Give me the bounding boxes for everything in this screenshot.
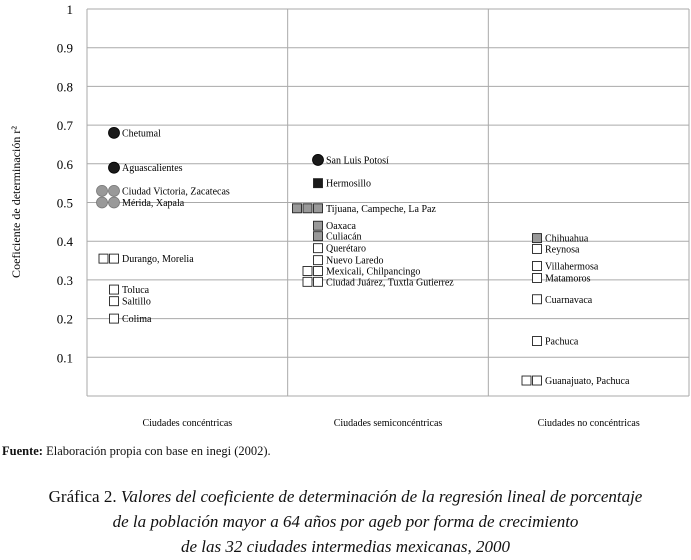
data-point-circle: [109, 162, 120, 173]
data-point-label: Culiacán: [326, 231, 362, 243]
y-tick-label: 0.4: [56, 234, 73, 250]
data-point-square: [533, 273, 542, 282]
data-point-square: [314, 221, 323, 230]
data-point-label: Colima: [122, 314, 152, 326]
data-point-square: [314, 256, 323, 265]
data-point-square: [314, 232, 323, 241]
data-point-square: [314, 179, 323, 188]
source-text: Elaboración propia con base en inegi (2002).: [42, 444, 271, 458]
data-point-label: Matamoros: [545, 273, 591, 285]
data-point-label: Chetumal: [122, 128, 161, 140]
figure-caption: [0, 484, 691, 559]
y-tick-label: 0.5: [56, 195, 73, 211]
data-point-square: [533, 376, 542, 385]
data-point-label: Oaxaca: [326, 221, 356, 233]
data-point-square: [533, 261, 542, 270]
source-note: [2, 444, 271, 459]
data-point-square: [533, 244, 542, 253]
data-point-square: [303, 204, 312, 213]
data-point-label: Mérida, Xapala: [122, 198, 185, 209]
data-point-square: [110, 297, 119, 306]
y-tick-label: 0.7: [56, 118, 73, 134]
caption-line-1: Valores del coeficiente de determinación de la regresión lineal de porcentaje: [120, 487, 643, 506]
data-point-label: San Luis Potosí: [326, 155, 389, 167]
data-point-square: [314, 277, 323, 286]
data-point-label: Reynosa: [545, 244, 580, 256]
x-category-label: Ciudades no concéntricas: [537, 418, 640, 429]
y-tick-label: 0.3: [56, 272, 73, 288]
y-tick-label: 0.9: [56, 40, 73, 56]
data-point-label: Ciudad Juárez, Tuxtla Gutierrez: [326, 277, 454, 289]
data-point-square: [533, 337, 542, 346]
y-tick-label: 0.1: [56, 350, 73, 366]
data-point-label: Guanajuato, Pachuca: [545, 376, 630, 388]
data-point-label: Cuarnavaca: [545, 294, 593, 306]
data-point-square: [522, 376, 531, 385]
data-point-square: [110, 314, 119, 323]
data-point-circle: [97, 197, 108, 208]
data-point-label: Tijuana, Campeche, La Paz: [326, 203, 436, 215]
data-point-square: [303, 277, 312, 286]
y-tick-label: 1: [66, 2, 73, 17]
y-tick-label: 0.6: [56, 156, 73, 172]
data-point-square: [533, 234, 542, 243]
data-point-label: Nuevo Laredo: [326, 255, 384, 267]
data-point-square: [314, 266, 323, 275]
y-tick-label: 0.2: [56, 311, 73, 327]
caption-prefix: Gráfica 2.: [48, 487, 121, 506]
data-point-label: Hermosillo: [326, 178, 371, 190]
data-point-label: Pachuca: [545, 336, 579, 348]
data-point-square: [314, 244, 323, 253]
caption-line-2: de la población mayor a 64 años por ageb por forma de crecimiento: [112, 512, 579, 531]
data-point-label: Saltillo: [122, 296, 151, 308]
data-point-label: Villahermosa: [545, 261, 599, 273]
data-point-circle: [109, 185, 120, 196]
data-point-circle: [109, 127, 120, 138]
data-point-label: Ciudad Victoria, Zacatecas: [122, 186, 230, 198]
y-axis-label: Coeficiente de determinación r²: [9, 126, 23, 278]
data-point-square: [533, 295, 542, 304]
data-point-label: Mexicali, Chilpancingo: [326, 266, 421, 278]
data-point-circle: [109, 197, 120, 208]
data-point-label: Toluca: [122, 285, 150, 297]
data-point-square: [110, 285, 119, 294]
data-point-label: Chihuahua: [545, 233, 589, 245]
data-point-label: Querétaro: [326, 243, 366, 255]
data-point-square: [99, 254, 108, 263]
y-tick-label: 0.8: [56, 79, 73, 95]
x-category-label: Ciudades semiconcéntricas: [333, 418, 443, 429]
data-point-label: Aguascalientes: [122, 163, 183, 175]
data-point-square: [110, 254, 119, 263]
data-point-label: Durango, Morelia: [122, 254, 194, 266]
data-point-circle: [97, 185, 108, 196]
data-point-square: [303, 266, 312, 275]
source-label: Fuente:: [2, 444, 43, 458]
data-point-circle: [313, 154, 324, 165]
caption-line-3: de las 32 ciudades intermedias mexicanas, 2000: [180, 537, 511, 556]
data-point-square: [314, 204, 323, 213]
x-category-label: Ciudades concéntricas: [142, 418, 233, 429]
data-point-square: [293, 204, 302, 213]
